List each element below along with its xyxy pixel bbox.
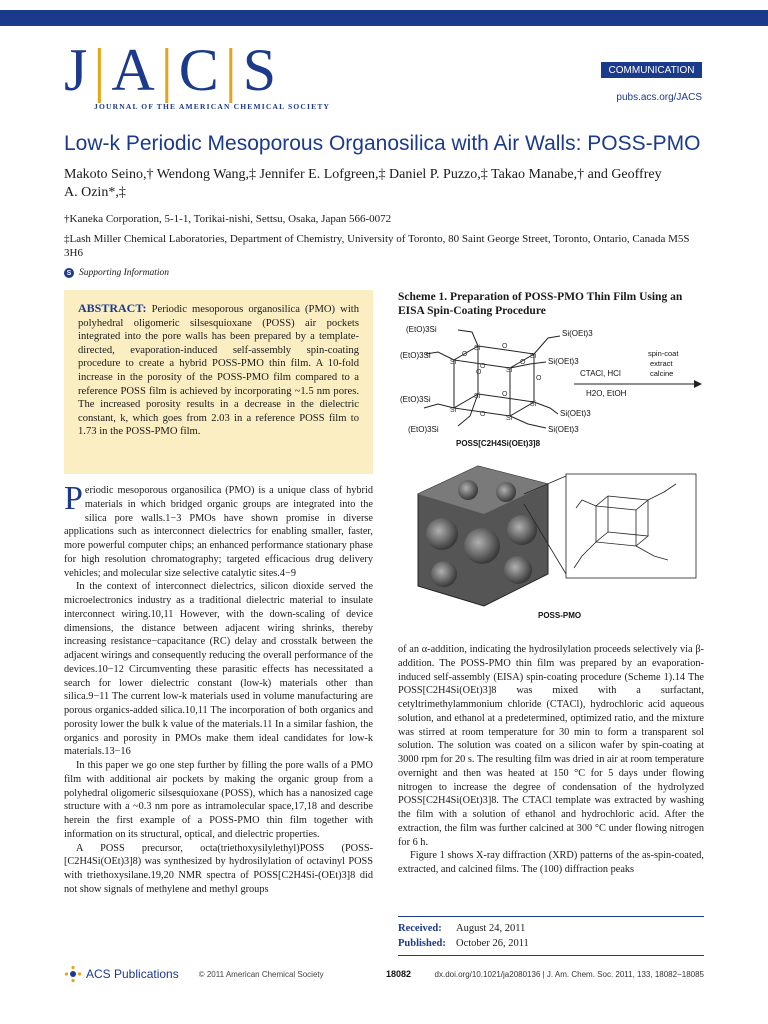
communication-badge: COMMUNICATION — [601, 62, 702, 78]
group-left-1: (EtO)3Si — [406, 325, 437, 334]
svg-text:Si: Si — [450, 359, 457, 366]
acs-star-icon — [64, 965, 82, 983]
svg-text:Si: Si — [530, 353, 537, 360]
body-right-column — [398, 643, 704, 877]
received-label: Received: — [398, 923, 442, 934]
published-label: Published: — [398, 938, 446, 949]
svg-text:O: O — [462, 351, 468, 358]
copyright: © 2011 American Chemical Society — [198, 969, 324, 979]
svg-text:O: O — [476, 369, 482, 376]
group-left-4: (EtO)3Si — [408, 425, 439, 434]
step-1: spin-coat — [648, 349, 679, 358]
paragraph: of an α-addition, indicating the hydrosilylation proceeds selectively via β-addition. The POSS-PMO thin film was prepared by an evaporation-induced self-assembly (EISA) spin-coating procedure (Scheme 1).14 The POSS[C2H4Si(OEt)3]8 was mixed with a surfactant, cetyltrimethylammonium chloride (CTACl), hydrochloric acid aqueous solution, and ethanol at a predetermined, optimized ratio, and the mixture was stirred at room temperature for 30 min to form a transparent sol solution. The solution was coated on a silicon wafer by spin-coating at 3000 rpm for 20 s. The resulting film was dried in air at room temperature overnight and then was heated at 150 °C for 5 days under flowing nitrogen to increase the degree of condensation of the hydrolyzed POSS[C2H4Si(OEt)3]8. The CTACl template was extracted by washing the film with a solution of ethanol and hydrochloric acid. After the extraction, the film was further calcined at 300 °C under flowing nitrogen for 6 h. — [398, 644, 704, 848]
paragraph: A POSS precursor, octa(triethoxysilylethyl)POSS (POSS-[C2H4Si(OEt)3]8) was synthesized by hydrosilylation of octavinyl POSS with triethoxysilane.19,20 NMR spectra of POSS[C2H4Si-(OEt)3]8 did not show signals of methylene and methyl groups — [64, 842, 373, 895]
svg-text:Si: Si — [450, 407, 457, 414]
poss-pmo-block — [418, 466, 566, 606]
supporting-info-link[interactable] — [64, 268, 169, 278]
svg-text:Si: Si — [530, 401, 537, 408]
group-right-1: Si(OEt)3 — [562, 329, 593, 338]
abstract-label: ABSTRACT: — [78, 301, 147, 315]
group-right-4: Si(OEt)3 — [548, 425, 579, 434]
reagents-bottom: H2O, EtOH — [586, 389, 627, 398]
supporting-info-label: Supporting Information — [79, 268, 169, 278]
step-2: extract — [650, 359, 673, 368]
publication-dates — [398, 916, 704, 956]
scheme-figure — [398, 324, 704, 624]
svg-text:O: O — [536, 375, 542, 382]
drop-cap: P — [64, 480, 83, 517]
received-row — [398, 921, 704, 936]
svg-text:Si: Si — [474, 393, 481, 400]
acs-publications-logo — [64, 965, 179, 983]
paragraph: Figure 1 shows X-ray diffraction (XRD) patterns of the as-spin-coated, extracted, and calcined films. The (100) diffraction peaks — [398, 850, 704, 875]
svg-text:O: O — [480, 411, 486, 418]
group-right-2: Si(OEt)3 — [548, 357, 579, 366]
page-number: 18082 — [386, 969, 412, 979]
page-footer — [64, 962, 704, 986]
abstract-text: Periodic mesoporous organosilica (PMO) with polyhedral oligomeric silsesquioxane (POSS) air pockets integrated into the pore walls has been prepared by a template-directed, evaporation-induced self-assembly spin-coating procedure to create a hybrid POSS-PMO thin film. A 10-fold increase in the porosity of the POSS-PMO film compared to a reference POSS film is achieved by incorporating ~1.5 nm pores. The increased porosity results in a decrease in the dielectric constant, k, which goes from 2.03 in a reference POSS film to 1.73 in the POSS-PMO film. — [78, 304, 359, 438]
svg-text:O: O — [520, 359, 526, 366]
received-date: August 24, 2011 — [456, 923, 526, 934]
affiliation-2: ‡Lash Miller Chemical Laboratories, Department of Chemistry, University of Toronto, 80 Saint George Street, Toronto, Ontario, Canada M5S 3H6 — [64, 233, 690, 259]
published-row — [398, 936, 704, 951]
svg-text:O: O — [502, 391, 508, 398]
paragraph: In the context of interconnect dielectrics, silicon dioxide served the microelectronics industry as a traditional dielectric material to insulate interconnect wiring.10,11 However, with the down-scaling of device dimensions, the distance between adjacent wiring shrinks, thereby increasing resistance−capacitance (RC) delay and crosstalk between the adjacent wirings and consequently reducing the overall performance of the devices.10−12 Circumventing these parasitic effects has necessitated a search for lower dielectric constant (low-k) materials other than silica.9−11 The current low-k materials used in volume manufacturing are porous organics-added silica.10,11 The incorporation of both organics and porosity lower the bulk k value of the materials.11 In a similar fashion, the organics and porosity in PMOs make them ideal candidates for low-k materials.13−16 — [64, 581, 373, 758]
journal-name: JOURNAL OF THE AMERICAN CHEMICAL SOCIETY — [94, 102, 331, 111]
reagents-top: CTACl, HCl — [580, 369, 621, 378]
author-list: Makoto Seino,† Wendong Wang,‡ Jennifer E. Lofgreen,‡ Daniel P. Puzzo,‡ Takao Manabe,† and Geoffrey A. Ozin*,‡ — [64, 167, 662, 200]
paragraph: In this paper we go one step further by filling the pore walls of a PMO film with additional air pockets by making the organic group from a polyhedral oligomeric silsesquioxane (POSS), which has a nanosized cage structure with a ~0.3 nm pore as intramolecular space,17,18 and describe herein the first example of a POSS-PMO thin film together with information on its structural, optical, and dielectric properties. — [64, 760, 373, 840]
affiliation-1: †Kaneka Corporation, 5-1-1, Torikai-nishi, Settsu, Osaka, Japan 566-0072 — [64, 213, 392, 225]
doi-citation[interactable]: dx.doi.org/10.1021/ja2080136 | J. Am. Chem. Soc. 2011, 133, 18082−18085 — [434, 969, 704, 979]
jacs-logo — [64, 37, 279, 103]
logo-letters: J|A|C|S — [64, 37, 279, 103]
top-color-bar — [0, 10, 768, 26]
paragraph-text: eriodic mesoporous organosilica (PMO) is a unique class of hybrid materials in which bridged organic groups are integrated into the silica pore walls.1−3 PMOs have shown promise in diverse applications such as interconnect dielectrics for enabling smaller, faster, more powerful computer chips; an enhanced performance stationary phase for high resolution chromatography; targeted efficacious drug delivery vehicles; and molecular size selective catalytic sites.4−9 — [64, 485, 373, 579]
svg-text:Si: Si — [506, 415, 513, 422]
svg-text:O: O — [480, 363, 486, 370]
group-left-3: (EtO)3Si — [400, 395, 431, 404]
body-left-column — [64, 480, 373, 897]
abstract-box — [64, 290, 373, 474]
zoom-structure-box — [566, 474, 696, 578]
step-3: calcine — [650, 369, 674, 378]
svg-text:O: O — [502, 343, 508, 350]
article-title: Low-k Periodic Mesoporous Organosilica with Air Walls: POSS-PMO — [64, 132, 701, 155]
svg-text:Si: Si — [506, 367, 513, 374]
paragraph — [64, 480, 373, 580]
reaction-arrow — [574, 349, 702, 398]
published-date: October 26, 2011 — [456, 938, 529, 949]
product-label: POSS-PMO — [538, 611, 582, 620]
group-right-3: Si(OEt)3 — [560, 409, 591, 418]
publisher-name: ACS Publications — [86, 967, 179, 981]
scheme-caption: Scheme 1. Preparation of POSS-PMO Thin Film Using an EISA Spin-Coating Procedure — [398, 291, 683, 317]
svg-text:Si: Si — [474, 345, 481, 352]
group-left-2: (EtO)3Si — [400, 351, 431, 360]
precursor-label: POSS[C2H4Si(OEt)3]8 — [456, 439, 541, 448]
journal-url-link[interactable]: pubs.acs.org/JACS — [616, 92, 702, 103]
supporting-info-icon: S — [64, 268, 74, 278]
